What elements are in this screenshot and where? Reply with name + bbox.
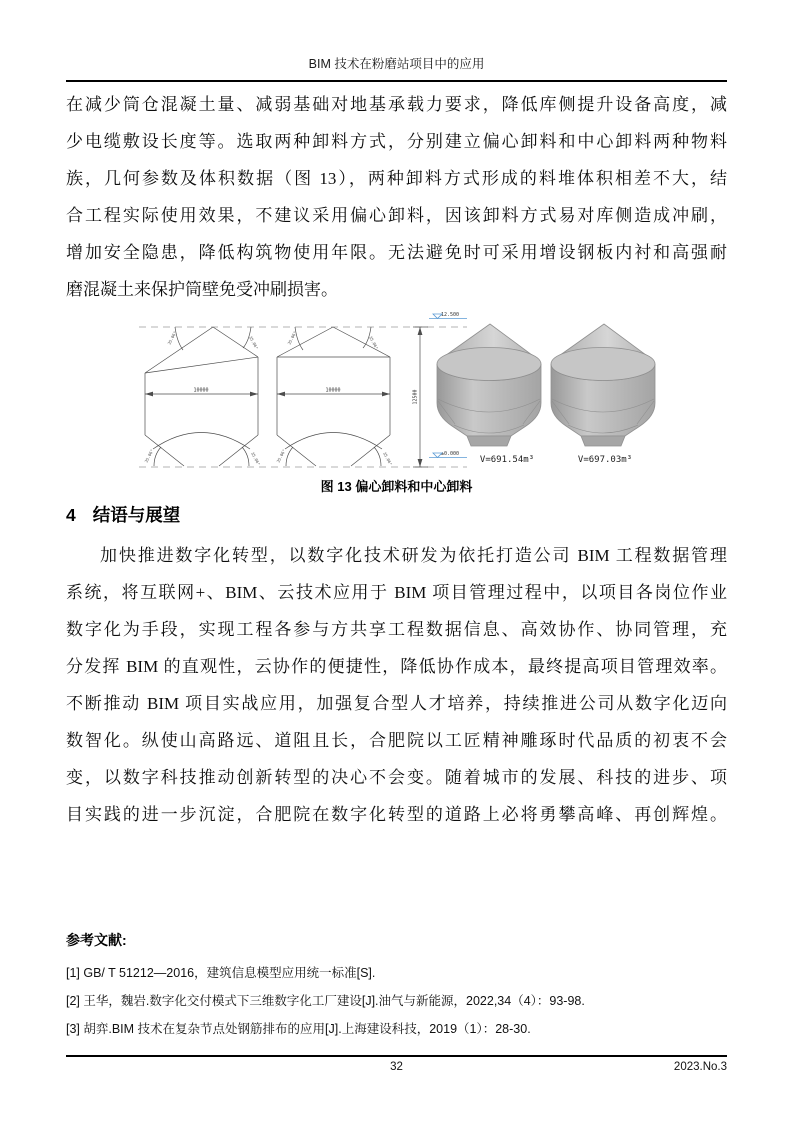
text-line: 族，几何参数及体积数据（图 13），两种卸料方式形成的料堆体积相差不大，结: [66, 169, 727, 188]
text-line: 变，以数字科技推动创新转型的决心不会变。随着城市的发展、科技的进步、项: [66, 768, 727, 787]
reference-item-2: [2] 王华，魏岩.数字化交付模式下三维数字化工厂建设[J].油气与新能源，2022,34（4）：93-98.: [66, 994, 585, 1008]
text-line: 系统，将互联网+、BIM、云技术应用于 BIM 项目管理过程中，以项目各岗位作业: [66, 583, 727, 602]
svg-text:12.500: 12.500: [441, 312, 460, 318]
references-section: [66, 930, 727, 1043]
volume-label-right: V=697.03m³: [577, 455, 633, 465]
paragraph-discharge-analysis: [66, 86, 727, 308]
svg-text:35.06°: 35.06°: [143, 448, 155, 464]
svg-text:35.06°: 35.06°: [250, 451, 262, 467]
svg-text:35.06°: 35.06°: [368, 335, 380, 351]
height-dimension: [413, 327, 429, 467]
svg-text:35.06°: 35.06°: [382, 451, 394, 467]
svg-text:35.06°: 35.06°: [275, 448, 287, 464]
width-dimension-label: 10000: [325, 387, 341, 394]
width-dimension-label: 10000: [193, 387, 209, 394]
running-header: [66, 54, 727, 82]
svg-text:35.06°: 35.06°: [248, 335, 260, 351]
footer-rule: [66, 1055, 727, 1057]
height-dimension-label: 12500: [412, 389, 419, 405]
reference-item-3: [3] 胡弈.BIM 技术在复杂节点处钢筋排布的应用[J].上海建设科技，2019（1）：28-30.: [66, 1022, 531, 1036]
silo-profile-eccentric: [143, 327, 261, 466]
text-line: 合工程实际使用效果，不建议采用偏心卸料，因该卸料方式易对库侧造成冲刷，: [66, 206, 727, 225]
text-line: 数智化。纵使山高路远、道阻且长，合肥院以工匠精神雕琢时代品质的初衷不会: [66, 731, 727, 750]
text-line: 在减少筒仓混凝土量、减弱基础对地基承载力要求，降低库侧提升设备高度，减: [66, 95, 727, 114]
section-number: 4: [66, 505, 76, 525]
figure-silo-discharge-drawing: [137, 305, 712, 475]
references-heading: 参考文献:: [66, 932, 127, 948]
text-line: 加快推进数字化转型，以数字化技术研发为依托打造公司 BIM 工程数据管理: [100, 546, 727, 565]
page-number: 32: [390, 1061, 403, 1073]
text-line: 不断推动 BIM 项目实战应用，加强复合型人才培养，持续推进公司从数字化迈向: [66, 694, 727, 713]
level-marker-bottom: [429, 451, 467, 458]
reference-item-1: [1] GB/ T 51212—2016，建筑信息模型应用统一标准[S].: [66, 966, 376, 980]
svg-text:35.06°: 35.06°: [166, 330, 178, 346]
silo-profile-center: [275, 327, 393, 466]
silo-3d-right: [551, 324, 655, 465]
text-line: 增加安全隐患，降低构筑物使用年限。无法避免时可采用增设钢板内衬和高强耐: [66, 243, 727, 262]
text-line: 分发挥 BIM 的直观性，云协作的便捷性，降低协作成本，最终提高项目管理效率。: [66, 657, 727, 676]
text-line: 少电缆敷设长度等。选取两种卸料方式，分别建立偏心卸料和中心卸料两种物料: [66, 132, 727, 151]
svg-text:±0.000: ±0.000: [441, 451, 460, 457]
silo-3d-left: [437, 324, 541, 465]
text-line: 数字化为手段，实现工程各参与方共享工程数据信息、高效协作、协同管理，充: [66, 620, 727, 639]
text-line: 磨混凝土来保护筒壁免受冲刷损害。: [66, 280, 338, 299]
journal-issue: 2023.No.3: [673, 1061, 727, 1073]
figure-caption: 图 13 偏心卸料和中心卸料: [320, 479, 473, 494]
volume-label-left: V=691.54m³: [479, 455, 535, 465]
level-marker-top: [429, 312, 467, 319]
running-header-title: BIM 技术在粉磨站项目中的应用: [308, 57, 485, 71]
section-title: 结语与展望: [92, 505, 181, 525]
paragraph-conclusion: [66, 537, 727, 833]
text-line: 目实践的进一步沉淀，合肥院在数字化转型的道路上必将勇攀高峰、再创辉煌。: [66, 805, 727, 824]
svg-text:35.06°: 35.06°: [286, 330, 298, 346]
section-heading: [66, 502, 727, 527]
